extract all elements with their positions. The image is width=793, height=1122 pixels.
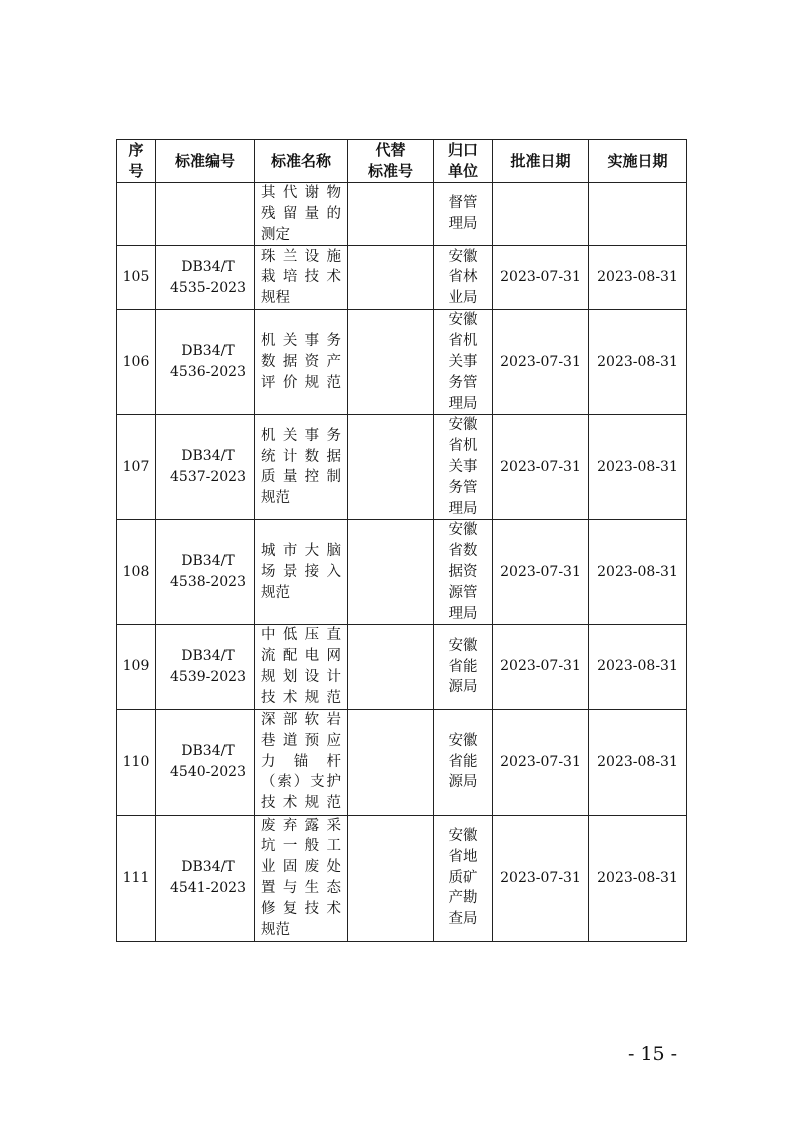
cell-code [156, 310, 255, 415]
cell-code-line: DB34/T [181, 343, 235, 360]
cell-code [156, 709, 255, 815]
cell-unit-line: 源管 [448, 584, 478, 601]
cell-name-line: （索）支护 [261, 774, 341, 791]
table-row [117, 310, 687, 415]
cell-name [255, 815, 348, 941]
cell-name-line: 深部软岩 [261, 712, 341, 729]
table-row [117, 625, 687, 709]
cell-name-line: 业固废处 [261, 859, 341, 876]
cell-implement-date: 2023-08-31 [589, 246, 687, 310]
cell-unit [434, 183, 493, 246]
header-seq-line-2: 号 [128, 162, 144, 180]
cell-unit [434, 625, 493, 709]
cell-unit [434, 709, 493, 815]
cell-name-line: 数据资产 [261, 353, 341, 370]
cell-implement-date [589, 183, 687, 246]
cell-approve-date: 2023-07-31 [493, 815, 589, 941]
cell-unit-line: 据资 [448, 563, 478, 580]
cell-unit-line: 产勘 [448, 890, 478, 907]
cell-seq [117, 183, 156, 246]
cell-name-line: 技术规范 [261, 795, 341, 812]
cell-code [156, 183, 255, 246]
table-body [117, 183, 687, 942]
cell-unit-line: 省林 [448, 269, 478, 286]
cell-name [255, 520, 348, 625]
cell-unit-line: 省地 [448, 848, 478, 865]
cell-name-line: 机关事务 [261, 427, 341, 444]
cell-replace [348, 183, 434, 246]
header-unit-line-2: 单位 [447, 162, 478, 180]
cell-name-line: 规范 [261, 490, 290, 507]
header-replace-line-1: 代替 [375, 141, 406, 159]
cell-code-line: 4535-2023 [170, 279, 246, 296]
cell-name-line: 栽培技术 [261, 269, 341, 286]
cell-unit-line: 理局 [448, 605, 478, 622]
cell-name-line: 坑一般工 [261, 838, 341, 855]
cell-implement-date: 2023-08-31 [589, 415, 687, 520]
cell-unit-line: 安徽 [448, 417, 478, 434]
cell-name [255, 310, 348, 415]
cell-unit-line: 省能 [448, 658, 478, 675]
cell-name-line: 残留量的 [261, 205, 341, 222]
header-seq [117, 140, 156, 183]
table-header-row [117, 140, 687, 183]
cell-unit-line: 源局 [448, 679, 478, 696]
cell-implement-date: 2023-08-31 [589, 815, 687, 941]
cell-code [156, 520, 255, 625]
cell-unit-line: 督管 [448, 195, 478, 212]
cell-unit [434, 415, 493, 520]
header-implement-date: 实施日期 [589, 140, 687, 183]
cell-approve-date: 2023-07-31 [493, 310, 589, 415]
cell-unit-line: 理局 [448, 216, 478, 233]
cell-name-line: 规划设计 [261, 668, 341, 685]
header-unit-line-1: 归口 [447, 141, 478, 159]
cell-unit-line: 务管 [448, 479, 478, 496]
cell-code [156, 246, 255, 310]
cell-name-line: 统计数据 [261, 448, 341, 465]
cell-seq: 108 [117, 520, 156, 625]
cell-unit-line: 安徽 [448, 522, 478, 539]
cell-seq: 109 [117, 625, 156, 709]
table-row [117, 246, 687, 310]
cell-code-line: 4539-2023 [170, 668, 246, 685]
cell-name-line: 废弃露采 [261, 817, 341, 834]
cell-name [255, 246, 348, 310]
cell-seq: 106 [117, 310, 156, 415]
cell-approve-date: 2023-07-31 [493, 709, 589, 815]
cell-approve-date: 2023-07-31 [493, 415, 589, 520]
page-number: - 15 - [628, 1043, 678, 1065]
cell-unit-line: 源局 [448, 774, 478, 791]
cell-unit-line: 安徽 [448, 312, 478, 329]
header-name: 标准名称 [255, 140, 348, 183]
cell-name-line: 机关事务 [261, 333, 341, 350]
cell-unit-line: 理局 [448, 395, 478, 412]
cell-replace [348, 310, 434, 415]
cell-seq: 111 [117, 815, 156, 941]
cell-code-line: DB34/T [181, 647, 235, 664]
cell-name-line: 规范 [261, 921, 290, 938]
cell-name-line: 测定 [261, 226, 290, 243]
header-code: 标准编号 [156, 140, 255, 183]
cell-code-line: 4538-2023 [170, 574, 246, 591]
cell-unit [434, 520, 493, 625]
cell-implement-date: 2023-08-31 [589, 625, 687, 709]
header-approve-date: 批准日期 [493, 140, 589, 183]
cell-unit-line: 安徽 [448, 637, 478, 654]
cell-name-line: 置与生态 [261, 880, 341, 897]
cell-code-line: DB34/T [181, 258, 235, 275]
cell-unit-line: 业局 [448, 290, 478, 307]
cell-unit-line: 务管 [448, 374, 478, 391]
cell-unit-line: 质矿 [448, 869, 478, 886]
table-row [117, 183, 687, 246]
cell-name-line: 场景接入 [261, 563, 341, 580]
cell-name-line: 其代谢物 [261, 185, 341, 201]
cell-approve-date: 2023-07-31 [493, 520, 589, 625]
cell-code [156, 815, 255, 941]
cell-unit [434, 815, 493, 941]
cell-approve-date [493, 183, 589, 246]
cell-unit-line: 安徽 [448, 732, 478, 749]
header-seq-line-1: 序 [128, 141, 144, 159]
cell-name [255, 709, 348, 815]
cell-name-line: 质量控制 [261, 469, 341, 486]
cell-name-line: 流配电网 [261, 648, 341, 665]
cell-name-line: 修复技术 [261, 900, 341, 917]
cell-implement-date: 2023-08-31 [589, 520, 687, 625]
cell-implement-date: 2023-08-31 [589, 310, 687, 415]
cell-implement-date: 2023-08-31 [589, 709, 687, 815]
cell-name-line: 中低压直 [261, 627, 341, 644]
cell-name-line: 规程 [261, 290, 290, 307]
cell-code-line: 4536-2023 [170, 364, 246, 381]
cell-unit-line: 关事 [448, 458, 478, 475]
cell-seq: 107 [117, 415, 156, 520]
cell-replace [348, 520, 434, 625]
cell-name-line: 力锚杆 [261, 753, 341, 770]
cell-code-line: 4537-2023 [170, 469, 246, 486]
table-row [117, 415, 687, 520]
cell-unit-line: 查局 [448, 911, 478, 928]
cell-approve-date: 2023-07-31 [493, 625, 589, 709]
header-replace-line-2: 标准号 [367, 162, 413, 180]
cell-code [156, 415, 255, 520]
cell-unit-line: 省数 [448, 543, 478, 560]
cell-code-line: DB34/T [181, 743, 235, 760]
cell-code-line: 4540-2023 [170, 764, 246, 781]
cell-seq: 105 [117, 246, 156, 310]
cell-name-line: 巷道预应 [261, 732, 341, 749]
cell-code-line: DB34/T [181, 553, 235, 570]
cell-unit-line: 省能 [448, 753, 478, 770]
table-row [117, 520, 687, 625]
cell-name [255, 183, 348, 246]
cell-unit-line: 关事 [448, 353, 478, 370]
cell-unit-line: 省机 [448, 333, 478, 350]
cell-unit-line: 安徽 [448, 248, 478, 265]
table-row [117, 709, 687, 815]
cell-replace [348, 709, 434, 815]
cell-unit-line: 理局 [448, 500, 478, 517]
header-unit [434, 140, 493, 183]
header-replace [348, 140, 434, 183]
cell-unit [434, 246, 493, 310]
cell-name [255, 415, 348, 520]
cell-unit-line: 安徽 [448, 828, 478, 845]
cell-replace [348, 625, 434, 709]
cell-name [255, 625, 348, 709]
cell-name-line: 珠兰设施 [261, 248, 341, 265]
cell-code-line: DB34/T [181, 859, 235, 876]
cell-replace [348, 415, 434, 520]
cell-approve-date: 2023-07-31 [493, 246, 589, 310]
cell-name-line: 规范 [261, 584, 290, 601]
cell-replace [348, 246, 434, 310]
cell-replace [348, 815, 434, 941]
cell-name-line: 城市大脑 [261, 543, 341, 560]
table-row [117, 815, 687, 941]
standards-table [116, 139, 687, 942]
cell-seq: 110 [117, 709, 156, 815]
cell-code [156, 625, 255, 709]
cell-code-line: DB34/T [181, 448, 235, 465]
cell-code-line: 4541-2023 [170, 880, 246, 897]
cell-unit-line: 省机 [448, 438, 478, 455]
cell-unit [434, 310, 493, 415]
cell-name-line: 评价规范 [261, 374, 341, 391]
cell-name-line: 技术规范 [261, 689, 341, 706]
